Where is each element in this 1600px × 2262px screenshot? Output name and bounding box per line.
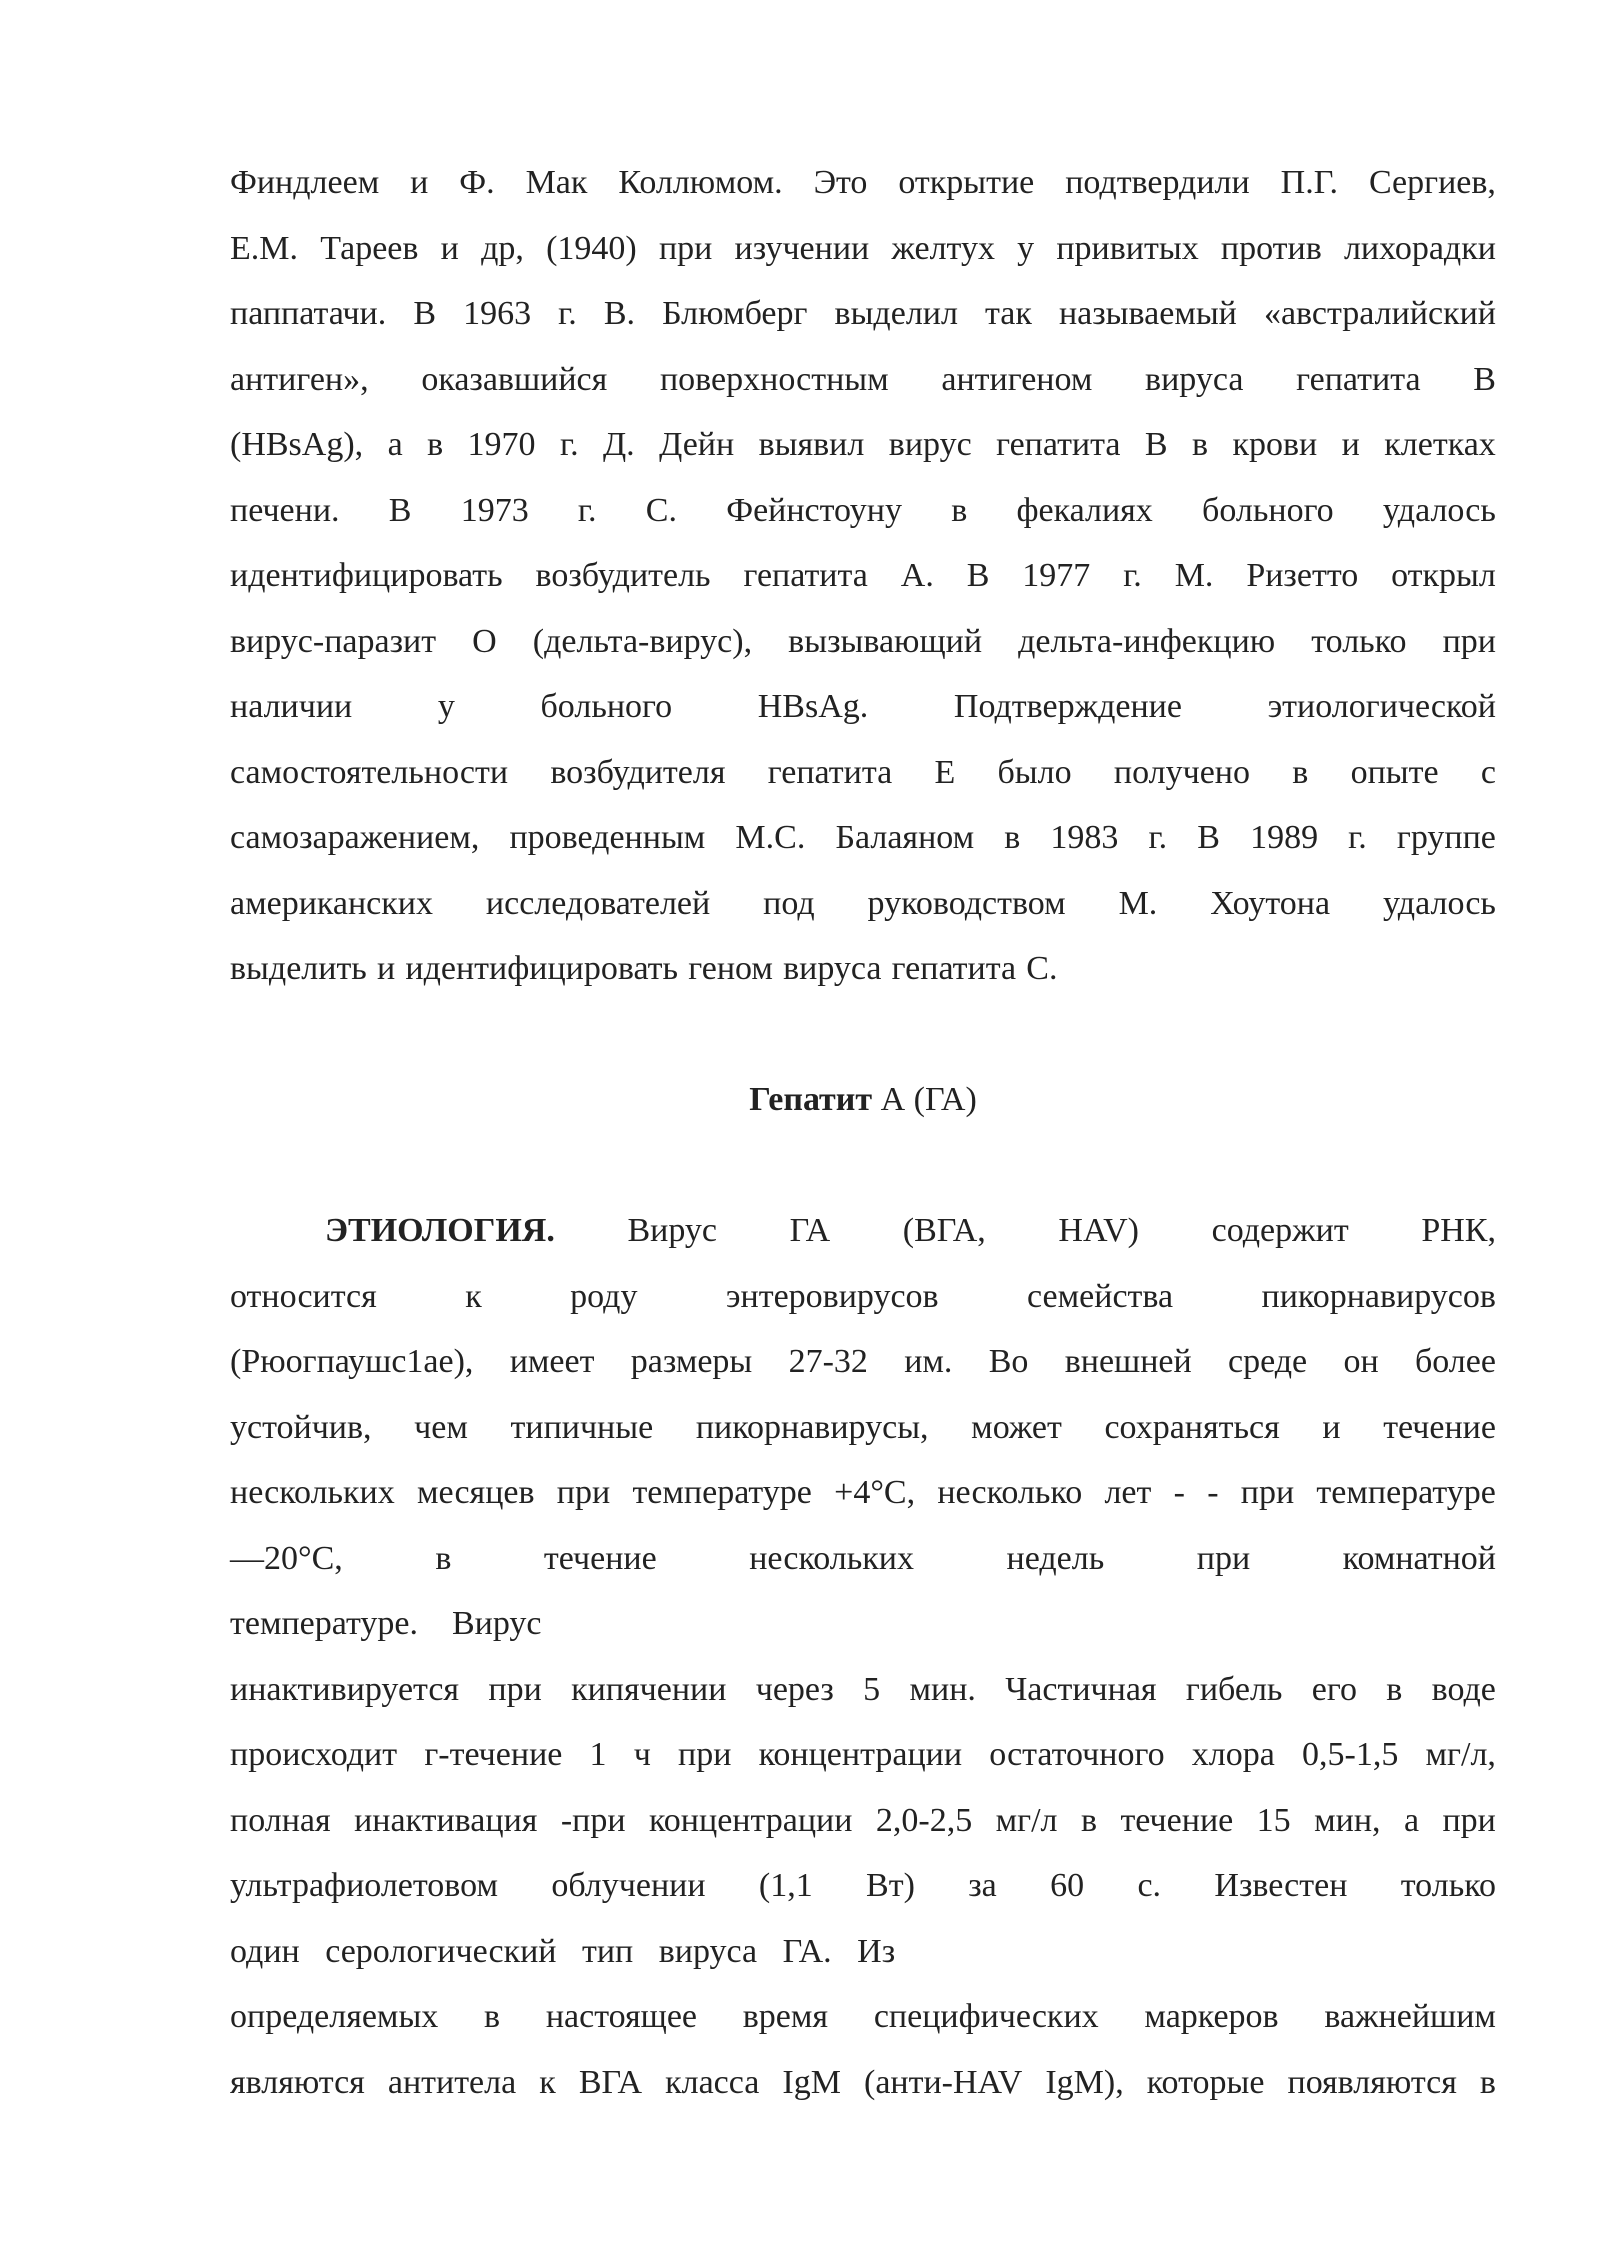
word: мин, bbox=[1314, 1801, 1381, 1839]
word: при bbox=[488, 1670, 542, 1708]
word: выявил bbox=[758, 426, 865, 463]
word: гибель bbox=[1185, 1670, 1283, 1708]
word: через bbox=[755, 1670, 834, 1708]
word: идентифицировать bbox=[230, 557, 503, 594]
text-line bbox=[230, 150, 1496, 216]
text-line bbox=[230, 543, 1496, 609]
text-line bbox=[230, 1395, 1496, 1461]
word: больного bbox=[1202, 491, 1334, 529]
word: Ф. bbox=[459, 164, 495, 201]
word: -при bbox=[560, 1801, 626, 1839]
word: 1970 bbox=[467, 426, 536, 463]
text-line bbox=[230, 412, 1496, 478]
word: определяемых bbox=[230, 1998, 439, 2035]
word: (ВГА, bbox=[902, 1212, 986, 1249]
word: к bbox=[465, 1277, 482, 1315]
text-line bbox=[230, 1788, 1496, 1854]
word: пикорнавирусы, bbox=[695, 1408, 929, 1446]
word: нескольких bbox=[749, 1539, 914, 1577]
word: при bbox=[1442, 622, 1496, 660]
word: облучении bbox=[551, 1867, 706, 1904]
heading-bold-part: Гепатит bbox=[749, 1081, 873, 1118]
word: Балаяном bbox=[835, 819, 975, 856]
word: 1989 bbox=[1250, 819, 1319, 856]
word: Ризетто bbox=[1246, 557, 1359, 594]
word: РНК, bbox=[1421, 1212, 1496, 1249]
word: 27-32 bbox=[788, 1343, 868, 1380]
word: подтвердили bbox=[1065, 164, 1250, 201]
word: фекалиях bbox=[1016, 491, 1153, 529]
word: —20°С, bbox=[230, 1539, 343, 1577]
text-line bbox=[230, 1591, 1496, 1657]
word: называемый bbox=[1058, 295, 1237, 332]
text-line bbox=[230, 478, 1496, 544]
word: (HBsAg), bbox=[230, 426, 364, 463]
text-line bbox=[230, 1919, 1496, 1985]
word: при bbox=[1196, 1539, 1251, 1577]
word: больного bbox=[540, 688, 673, 725]
word: В bbox=[1197, 819, 1220, 856]
word: HAV) bbox=[1058, 1212, 1140, 1249]
etiology-paragraph bbox=[230, 1264, 1496, 1592]
word: изучении bbox=[734, 229, 870, 267]
word: г. bbox=[1348, 819, 1367, 856]
word: В bbox=[1144, 426, 1168, 463]
text-line bbox=[230, 1657, 1496, 1723]
word: г. bbox=[558, 295, 577, 332]
word: важнейшим bbox=[1324, 1998, 1496, 2035]
word: антигеном bbox=[941, 360, 1093, 398]
word: HBsAg. bbox=[757, 688, 869, 725]
text-line bbox=[230, 1460, 1496, 1526]
word: Вт) bbox=[866, 1867, 915, 1904]
word: дельта-инфекцию bbox=[1018, 622, 1276, 660]
word: опыте bbox=[1350, 753, 1439, 791]
text-line bbox=[230, 2050, 1496, 2116]
word: может bbox=[971, 1408, 1062, 1446]
word: антиген», bbox=[230, 360, 369, 398]
word: при bbox=[1442, 1801, 1496, 1839]
word: идентифицировать bbox=[405, 950, 679, 987]
word: исследователей bbox=[485, 884, 711, 922]
word: лет bbox=[1104, 1474, 1152, 1511]
word: против bbox=[1220, 229, 1322, 267]
word: более bbox=[1414, 1343, 1496, 1380]
word: пикорнавирусов bbox=[1261, 1277, 1496, 1315]
word: гепатита bbox=[767, 753, 893, 791]
text-line bbox=[230, 1722, 1496, 1788]
word: концентрации bbox=[758, 1736, 963, 1773]
word: (анти-HAV bbox=[864, 2063, 1023, 2101]
word: его bbox=[1311, 1670, 1357, 1708]
text-line bbox=[230, 609, 1496, 675]
word: и bbox=[410, 164, 429, 201]
word: В bbox=[413, 295, 436, 332]
word: месяцев bbox=[417, 1474, 535, 1511]
word: вызывающий bbox=[788, 622, 983, 660]
word: паппатачи. bbox=[230, 295, 387, 332]
word: он bbox=[1343, 1343, 1379, 1380]
word: «австралийский bbox=[1263, 295, 1496, 332]
word: (1,1 bbox=[758, 1867, 813, 1904]
word: кипячении bbox=[571, 1670, 727, 1708]
word: течение bbox=[543, 1539, 657, 1577]
word: В bbox=[1473, 360, 1496, 398]
word: вируса bbox=[1145, 360, 1244, 398]
word: и bbox=[440, 229, 459, 267]
word: комнатной bbox=[1342, 1539, 1496, 1577]
word: температуре bbox=[632, 1474, 812, 1511]
word: 5 bbox=[863, 1670, 881, 1708]
word: Фейнстоуну bbox=[726, 491, 902, 529]
word: Сергиев, bbox=[1368, 164, 1496, 201]
word: у bbox=[437, 688, 455, 725]
word: Финдлеем bbox=[230, 164, 380, 201]
word: 15 bbox=[1256, 1801, 1291, 1839]
word: наличии bbox=[230, 688, 353, 725]
word: В. bbox=[603, 295, 635, 332]
word: в bbox=[1479, 2063, 1496, 2101]
word: в bbox=[484, 1998, 501, 2035]
text-line bbox=[230, 216, 1496, 282]
word: желтух bbox=[891, 229, 995, 267]
word: удалось bbox=[1382, 491, 1496, 529]
word: течение bbox=[1383, 1408, 1496, 1446]
word: - bbox=[1173, 1474, 1185, 1511]
text-line bbox=[230, 871, 1496, 937]
word: возбудителя bbox=[550, 753, 726, 791]
word: с. bbox=[1137, 1867, 1162, 1904]
word: открытие bbox=[898, 164, 1035, 201]
word: клетках bbox=[1384, 426, 1496, 463]
word: ВГА bbox=[578, 2063, 643, 2101]
line-text: один серологический тип вируса ГА. Из bbox=[230, 1932, 896, 1970]
word: Дейн bbox=[659, 426, 735, 463]
word: а bbox=[387, 426, 403, 463]
word: проведенным bbox=[509, 819, 706, 856]
word: 1 bbox=[589, 1736, 607, 1773]
word: самозаражением, bbox=[230, 819, 480, 856]
word: среде bbox=[1228, 1343, 1308, 1380]
word: сохраняться bbox=[1104, 1408, 1280, 1446]
word: руководством bbox=[867, 884, 1066, 922]
word: размеры bbox=[630, 1343, 753, 1380]
word: В bbox=[966, 557, 990, 594]
heading-rest: А (ГА) bbox=[880, 1081, 977, 1118]
word: вирус bbox=[888, 426, 972, 463]
word: течение bbox=[1120, 1801, 1234, 1839]
word: в bbox=[1292, 753, 1309, 791]
word: в bbox=[1004, 819, 1021, 856]
word: концентрации bbox=[649, 1801, 853, 1839]
word: типичные bbox=[510, 1408, 654, 1446]
word: в bbox=[435, 1539, 452, 1577]
word: хлора bbox=[1191, 1736, 1275, 1773]
word: в bbox=[1386, 1670, 1403, 1708]
word: г-течение bbox=[424, 1736, 563, 1773]
word: происходит bbox=[230, 1736, 398, 1773]
word: гепатита bbox=[743, 557, 868, 594]
word: г. bbox=[559, 426, 579, 463]
word: недель bbox=[1006, 1539, 1105, 1577]
word: +4°С, bbox=[834, 1474, 916, 1511]
word: остаточного bbox=[989, 1736, 1165, 1773]
word: удалось bbox=[1382, 884, 1496, 922]
word: несколько bbox=[937, 1474, 1083, 1511]
word: мин. bbox=[909, 1670, 976, 1708]
word: 1973 bbox=[460, 491, 529, 529]
section-heading bbox=[230, 1067, 1496, 1133]
word: только bbox=[1400, 1867, 1496, 1904]
word: др, bbox=[481, 229, 524, 267]
text-line bbox=[230, 1329, 1496, 1395]
word: в bbox=[1080, 1801, 1098, 1839]
etiology-first-line bbox=[230, 1198, 1496, 1264]
word: М. bbox=[1118, 884, 1158, 922]
word: специфических bbox=[873, 1998, 1099, 2035]
word: было bbox=[997, 753, 1072, 791]
word: лихорадки bbox=[1343, 229, 1496, 267]
word: самостоятельности bbox=[230, 753, 509, 791]
word: ГА bbox=[789, 1212, 831, 1249]
word: крови bbox=[1232, 426, 1318, 463]
word: при bbox=[556, 1474, 611, 1511]
word: которые bbox=[1146, 2063, 1265, 2101]
word: г. bbox=[1123, 557, 1142, 594]
word: гепатита bbox=[1296, 360, 1421, 398]
word: при bbox=[678, 1736, 732, 1773]
blank-line bbox=[230, 1133, 1496, 1199]
word: чем bbox=[414, 1408, 468, 1446]
word: получено bbox=[1113, 753, 1250, 791]
word: полная bbox=[230, 1801, 331, 1839]
word: температуре bbox=[1316, 1474, 1496, 1511]
word: мг/л, bbox=[1425, 1736, 1496, 1773]
word: 1983 bbox=[1050, 819, 1119, 856]
text-line bbox=[230, 347, 1496, 413]
text-line bbox=[230, 1264, 1496, 1330]
word: печени. bbox=[230, 491, 340, 529]
text-line bbox=[230, 740, 1496, 806]
word: воде bbox=[1431, 1670, 1496, 1708]
word: вируса bbox=[783, 950, 882, 987]
word: а bbox=[1403, 1801, 1420, 1839]
word: инактивация bbox=[354, 1801, 538, 1839]
word: Мак bbox=[525, 164, 588, 201]
word: С. bbox=[645, 491, 677, 529]
etiology-label: ЭТИОЛОГИЯ. bbox=[325, 1212, 555, 1249]
word: группе bbox=[1396, 819, 1496, 856]
markers-paragraph bbox=[230, 1984, 1496, 2115]
word: поверхностным bbox=[659, 360, 889, 398]
word: г. bbox=[1148, 819, 1168, 856]
word: им. bbox=[904, 1343, 953, 1380]
word: 1977 bbox=[1022, 557, 1091, 594]
word: Известен bbox=[1214, 1867, 1348, 1904]
word: С. bbox=[1026, 950, 1058, 987]
word: маркеров bbox=[1144, 1998, 1279, 2035]
word: (дельта-вирус), bbox=[532, 622, 753, 660]
text-line bbox=[230, 674, 1496, 740]
word: роду bbox=[570, 1277, 638, 1315]
word: Блюмберг bbox=[662, 295, 808, 332]
word: класса bbox=[665, 2063, 760, 2101]
line-text: температуре. Вирус bbox=[230, 1605, 542, 1642]
word: оказавшийся bbox=[421, 360, 608, 398]
inactivation-paragraph bbox=[230, 1657, 1496, 1919]
word: выделить bbox=[230, 950, 367, 987]
word: М.С. bbox=[735, 819, 806, 856]
word: М. bbox=[1174, 557, 1214, 594]
word: 2,0-2,5 bbox=[875, 1801, 973, 1839]
word: О bbox=[472, 622, 497, 660]
word: в bbox=[427, 426, 444, 463]
word: А. bbox=[900, 557, 934, 594]
word: Частичная bbox=[1005, 1670, 1157, 1708]
word: 0,5-1,5 bbox=[1302, 1736, 1399, 1773]
word: у bbox=[1017, 229, 1035, 267]
word: так bbox=[985, 295, 1032, 332]
word: и bbox=[377, 950, 396, 987]
word: семейства bbox=[1027, 1277, 1174, 1315]
word: с bbox=[1480, 753, 1496, 791]
word: П.Г. bbox=[1280, 164, 1339, 201]
word: возбудитель bbox=[535, 557, 711, 594]
document-page bbox=[230, 150, 1496, 2115]
word: антитела bbox=[387, 2063, 517, 2101]
text-line bbox=[230, 936, 1496, 1002]
word: геном bbox=[688, 950, 773, 987]
word: 1963 bbox=[463, 295, 532, 332]
word: Хоутона bbox=[1210, 884, 1331, 922]
word: мг/л bbox=[995, 1801, 1058, 1839]
word: (Рюогпаушс1ае), bbox=[230, 1343, 474, 1380]
word: В bbox=[388, 491, 412, 529]
word: при bbox=[658, 229, 713, 267]
word: Тареев bbox=[320, 229, 419, 267]
word: - bbox=[1207, 1474, 1219, 1511]
word: 60 bbox=[1050, 1867, 1085, 1904]
word: Д. bbox=[602, 426, 635, 463]
word: в bbox=[1192, 426, 1209, 463]
word: имеет bbox=[509, 1343, 595, 1380]
word: Подтверждение bbox=[953, 688, 1182, 725]
word: американских bbox=[230, 884, 433, 922]
word: IgM bbox=[782, 2063, 841, 2101]
word: за bbox=[968, 1867, 997, 1904]
word: открыл bbox=[1391, 557, 1496, 594]
word: Е bbox=[934, 753, 956, 791]
word: и bbox=[1322, 1408, 1341, 1446]
word: к bbox=[539, 2063, 556, 2101]
blank-line bbox=[230, 1002, 1496, 1068]
text-line bbox=[230, 1853, 1496, 1919]
word: привитых bbox=[1056, 229, 1199, 267]
word: гепатита bbox=[996, 426, 1121, 463]
word: и bbox=[1341, 426, 1360, 463]
word: Во bbox=[988, 1343, 1029, 1380]
word: содержит bbox=[1211, 1212, 1349, 1249]
word: вирус-паразит bbox=[230, 622, 437, 660]
word: под bbox=[763, 884, 815, 922]
word: энтеровирусов bbox=[725, 1277, 939, 1315]
text-line bbox=[230, 805, 1496, 871]
word: г. bbox=[577, 491, 597, 529]
word: являются bbox=[230, 2063, 365, 2101]
word: относится bbox=[230, 1277, 377, 1315]
word: выделил bbox=[834, 295, 958, 332]
word: появляются bbox=[1287, 2063, 1457, 2101]
word: инактивируется bbox=[230, 1670, 460, 1708]
word: только bbox=[1311, 622, 1407, 660]
word: внешней bbox=[1064, 1343, 1192, 1380]
text-line bbox=[230, 1526, 1496, 1592]
word: настоящее bbox=[545, 1998, 697, 2035]
word: ч bbox=[633, 1736, 651, 1773]
history-paragraph bbox=[230, 150, 1496, 1002]
word: Е.М. bbox=[230, 229, 298, 267]
word: Коллюмом. bbox=[618, 164, 783, 201]
word: IgM), bbox=[1045, 2063, 1124, 2101]
word: устойчив, bbox=[230, 1408, 372, 1446]
word: ультрафиолетовом bbox=[230, 1867, 498, 1904]
word: Это bbox=[813, 164, 868, 201]
word: время bbox=[742, 1998, 829, 2035]
text-line bbox=[230, 281, 1496, 347]
word: в bbox=[951, 491, 968, 529]
word: нескольких bbox=[230, 1474, 395, 1511]
word: (1940) bbox=[546, 229, 637, 267]
word: Вирус bbox=[627, 1212, 717, 1249]
text-line bbox=[230, 1984, 1496, 2050]
word: гепатита bbox=[891, 950, 1017, 987]
word: при bbox=[1240, 1474, 1295, 1511]
word: этиологической bbox=[1267, 688, 1496, 725]
